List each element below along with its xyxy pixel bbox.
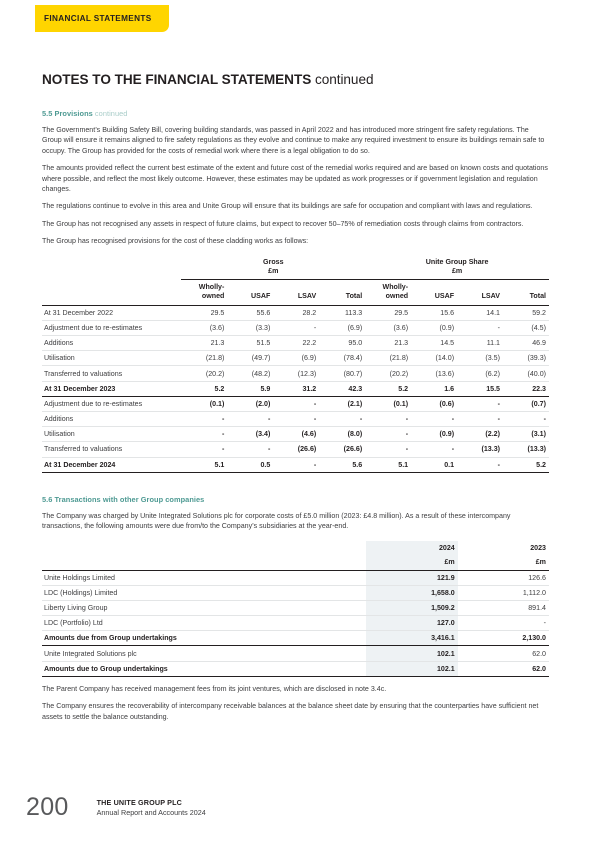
section-heading-5-5-title: 5.5 Provisions [42,109,93,118]
table-cell: 14.5 [411,336,457,351]
table-cell: 21.3 [181,336,227,351]
table-cell: (3.6) [365,320,411,335]
row-label: Utilisation [42,427,181,442]
table-cell-2023: 891.4 [458,600,549,615]
table-cell: 0.1 [411,457,457,472]
group-companies-table [42,541,549,677]
row-label: Adjustment due to re-estimates [42,396,181,411]
column-header: Total [319,280,365,305]
provisions-table [42,258,549,473]
table-cell: (0.1) [365,396,411,411]
table-cell-2024: 102.1 [366,646,457,661]
page-title-continued: continued [311,72,374,87]
row-label: LDC (Holdings) Limited [42,585,366,600]
group-header-gross-unit: £m [268,267,279,276]
column-header-row [42,280,549,305]
table-cell: - [411,442,457,457]
table-cell: (3.6) [181,320,227,335]
year-header-2023: 2023 [530,543,546,552]
table-cell-2024: 102.1 [366,661,457,676]
row-label: LDC (Portfolio) Ltd [42,616,366,631]
table-cell: (2.2) [457,427,503,442]
page-footer [26,795,206,820]
table-cell: (0.7) [503,396,549,411]
table-cell-2023: 1,112.0 [458,585,549,600]
table-cell: 29.5 [181,305,227,320]
table-cell: 28.2 [273,305,319,320]
table-cell: - [365,411,411,426]
table-cell: 42.3 [319,381,365,396]
table-cell-2023: 62.0 [458,661,549,676]
table-cell-2023: 2,130.0 [458,631,549,646]
section-heading-5-6: 5.6 Transactions with other Group companies [42,494,205,504]
unit-header-2024: £m [366,555,457,571]
table-cell: - [457,320,503,335]
table-cell: (4.5) [503,320,549,335]
column-header: LSAV [457,280,503,305]
row-label: Additions [42,411,181,426]
group-header-unite-share [365,258,549,279]
table-cell: (0.9) [411,427,457,442]
table-cell: 5.2 [365,381,411,396]
table-cell: (13.6) [411,366,457,381]
table-cell: (0.9) [411,320,457,335]
table-cell: (12.3) [273,366,319,381]
table-cell: - [457,457,503,472]
table-cell-2024: 1,658.0 [366,585,457,600]
table-cell: - [457,411,503,426]
table-cell: 46.9 [503,336,549,351]
group-header-row [42,258,549,279]
table-row [42,366,549,381]
table-cell: - [365,427,411,442]
table-cell: 29.5 [365,305,411,320]
group-companies-table-body [42,570,549,676]
table-row [42,351,549,366]
table-cell: (3.5) [457,351,503,366]
table-cell: (26.6) [319,442,365,457]
table-cell: 51.5 [227,336,273,351]
table-cell: - [503,411,549,426]
paragraph: The amounts provided reflect the current best estimate of the extent and future cost of the remedial works required and are based on known costs and quotations where possible, and reflect the most likely outcome. However, these estimates may be updated as work progresses or if government legislation and regulation changes. [42,164,548,194]
table-row [42,631,549,646]
table-cell: (6.9) [319,320,365,335]
table-cell: 5.1 [181,457,227,472]
provisions-table-head [42,258,549,306]
table-row [42,600,549,615]
row-label: Additions [42,336,181,351]
page-number: 200 [26,793,69,821]
table-cell: 113.3 [319,305,365,320]
paragraph: The regulations continue to evolve in this area and Unite Group will ensure that its buildings are safe for occupation and compliant with laws and regulations. [42,202,533,211]
row-label: At 31 December 2023 [42,381,181,396]
row-label: Amounts due from Group undertakings [42,631,366,646]
table-cell: - [273,457,319,472]
group-header-gross-label: Gross [263,257,284,266]
page-content [42,0,549,722]
table-cell: 22.2 [273,336,319,351]
table-cell: (3.3) [227,320,273,335]
footer-company: THE UNITE GROUP PLC [96,798,183,807]
table-cell: (2.0) [227,396,273,411]
table-cell: (21.8) [365,351,411,366]
section-heading-5-5-continued: continued [92,109,128,118]
table-cell-2023: - [458,616,549,631]
group-header-gross [181,258,365,279]
paragraph: The Group has not recognised any assets in respect of future claims, but expect to recover 50–75% of remediation costs through claims from contractors. [42,219,524,228]
table-cell: - [319,411,365,426]
table-row [42,616,549,631]
table-cell: (2.1) [319,396,365,411]
column-header: USAF [227,280,273,305]
table-cell-2023: 126.6 [458,570,549,585]
table-cell: 11.1 [457,336,503,351]
table-row [42,305,549,320]
paragraph: The Group has recognised provisions for the cost of these cladding works as follows: [42,237,309,246]
table-cell: (13.3) [503,442,549,457]
table-cell: - [181,427,227,442]
table-cell: (13.3) [457,442,503,457]
table-row [42,427,549,442]
column-header: Wholly- owned [181,280,227,305]
table-cell: (80.7) [319,366,365,381]
section-tab-label: FINANCIAL STATEMENTS [44,14,152,23]
row-label: Transferred to valuations [42,442,181,457]
table-cell: 55.6 [227,305,273,320]
table-cell: 0.5 [227,457,273,472]
table-cell: (14.0) [411,351,457,366]
table-cell: (39.3) [503,351,549,366]
year-header-row [42,541,549,555]
table-row [42,336,549,351]
column-header: USAF [411,280,457,305]
paragraph: The Company was charged by Unite Integrated Solutions plc for corporate costs of £5.0 million (2023: £4.8 million). As a result of these intercompany transactions, the following amounts were due from/to the Company’s subsidiaries at the year-end. [42,511,511,531]
row-label: At 31 December 2024 [42,457,181,472]
table-cell: - [457,396,503,411]
table-cell: 5.1 [365,457,411,472]
row-label: Adjustment due to re-estimates [42,320,181,335]
table-row [42,585,549,600]
table-cell: 14.1 [457,305,503,320]
group-companies-table-head [42,541,549,571]
year-header-2024: 2024 [366,541,457,555]
table-row [42,411,549,426]
table-cell: 22.3 [503,381,549,396]
table-cell: (3.4) [227,427,273,442]
table-cell: (21.8) [181,351,227,366]
table-cell: 5.2 [181,381,227,396]
paragraph: The Company ensures the recoverability of intercompany receivable balances at the balance sheet date by ensuring that the counterparties have sufficient net assets to settle the balance outstanding. [42,702,539,721]
table-cell: (20.2) [181,366,227,381]
table-cell: - [227,411,273,426]
row-label: Amounts due to Group undertakings [42,661,366,676]
row-label: Utilisation [42,351,181,366]
table-cell: 21.3 [365,336,411,351]
table-cell: - [273,396,319,411]
paragraph: The Government’s Building Safety Bill, covering building standards, was passed in April 2022 and has introduced more stringent fire safety regulations. The Group will ensure it remains aligned to fire safety regulations as they evolve and continue to make any required investment to ensure its buildings remain safe to occupy. The Group has provided for the costs of remedial work where there is a legal obligation to do so. [42,126,545,155]
table-cell: 31.2 [273,381,319,396]
table-cell: (40.0) [503,366,549,381]
row-label: Transferred to valuations [42,366,181,381]
table-cell: - [411,411,457,426]
table-cell: - [365,442,411,457]
page-title [42,72,549,87]
column-header: Total [503,280,549,305]
table-cell-2024: 121.9 [366,570,457,585]
table-cell: 15.6 [411,305,457,320]
table-cell: - [273,411,319,426]
table-cell: 5.2 [503,457,549,472]
unit-header-2023: £m [458,555,549,571]
table-cell: (48.2) [227,366,273,381]
table-cell: (78.4) [319,351,365,366]
table-row [42,570,549,585]
table-cell: (3.1) [503,427,549,442]
table-cell: (8.0) [319,427,365,442]
table-cell: - [273,320,319,335]
table-cell: (20.2) [365,366,411,381]
table-cell: - [181,411,227,426]
table-cell: - [227,442,273,457]
group-header-spacer [42,258,181,279]
table-cell-2024: 1,509.2 [366,600,457,615]
table-row [42,457,549,472]
page-title-main: NOTES TO THE FINANCIAL STATEMENTS [42,72,312,87]
table-cell: 59.2 [503,305,549,320]
row-label: Unite Holdings Limited [42,570,366,585]
column-header: LSAV [273,280,319,305]
group-header-unite-share-unit: £m [451,267,463,276]
table-cell: 1.6 [411,381,457,396]
table-cell: 5.9 [227,381,273,396]
table-row [42,646,549,661]
table-cell: - [181,442,227,457]
row-label: Liberty Living Group [42,600,366,615]
table-row [42,396,549,411]
row-label: At 31 December 2022 [42,305,181,320]
section-heading-5-5 [42,109,549,118]
group-header-unite-share-label: Unite Group Share [425,257,489,266]
provisions-table-body [42,305,549,472]
table-row [42,442,549,457]
table-cell: (6.9) [273,351,319,366]
table-cell: (6.2) [457,366,503,381]
table-cell-2023: 62.0 [458,646,549,661]
unit-header-blank [42,555,366,571]
table-cell: (26.6) [273,442,319,457]
paragraph: The Parent Company has received management fees from its joint ventures, which are disclosed in note 3.4c. [42,684,387,693]
footer-text [97,798,206,819]
table-cell: 95.0 [319,336,365,351]
table-row [42,381,549,396]
table-cell-2024: 127.0 [366,616,457,631]
table-row [42,661,549,676]
unit-header-row [42,555,549,571]
table-row [42,320,549,335]
table-cell: 5.6 [319,457,365,472]
table-cell: (4.6) [273,427,319,442]
table-cell-2024: 3,416.1 [366,631,457,646]
table-cell: 15.5 [457,381,503,396]
table-cell: (49.7) [227,351,273,366]
table-cell: (0.1) [181,396,227,411]
column-header: Wholly- owned [365,280,411,305]
column-header-blank [42,280,181,305]
year-header-blank [42,541,366,555]
table-cell: (0.6) [411,396,457,411]
footer-document: Annual Report and Accounts 2024 [96,808,206,817]
row-label: Unite Integrated Solutions plc [42,646,366,661]
